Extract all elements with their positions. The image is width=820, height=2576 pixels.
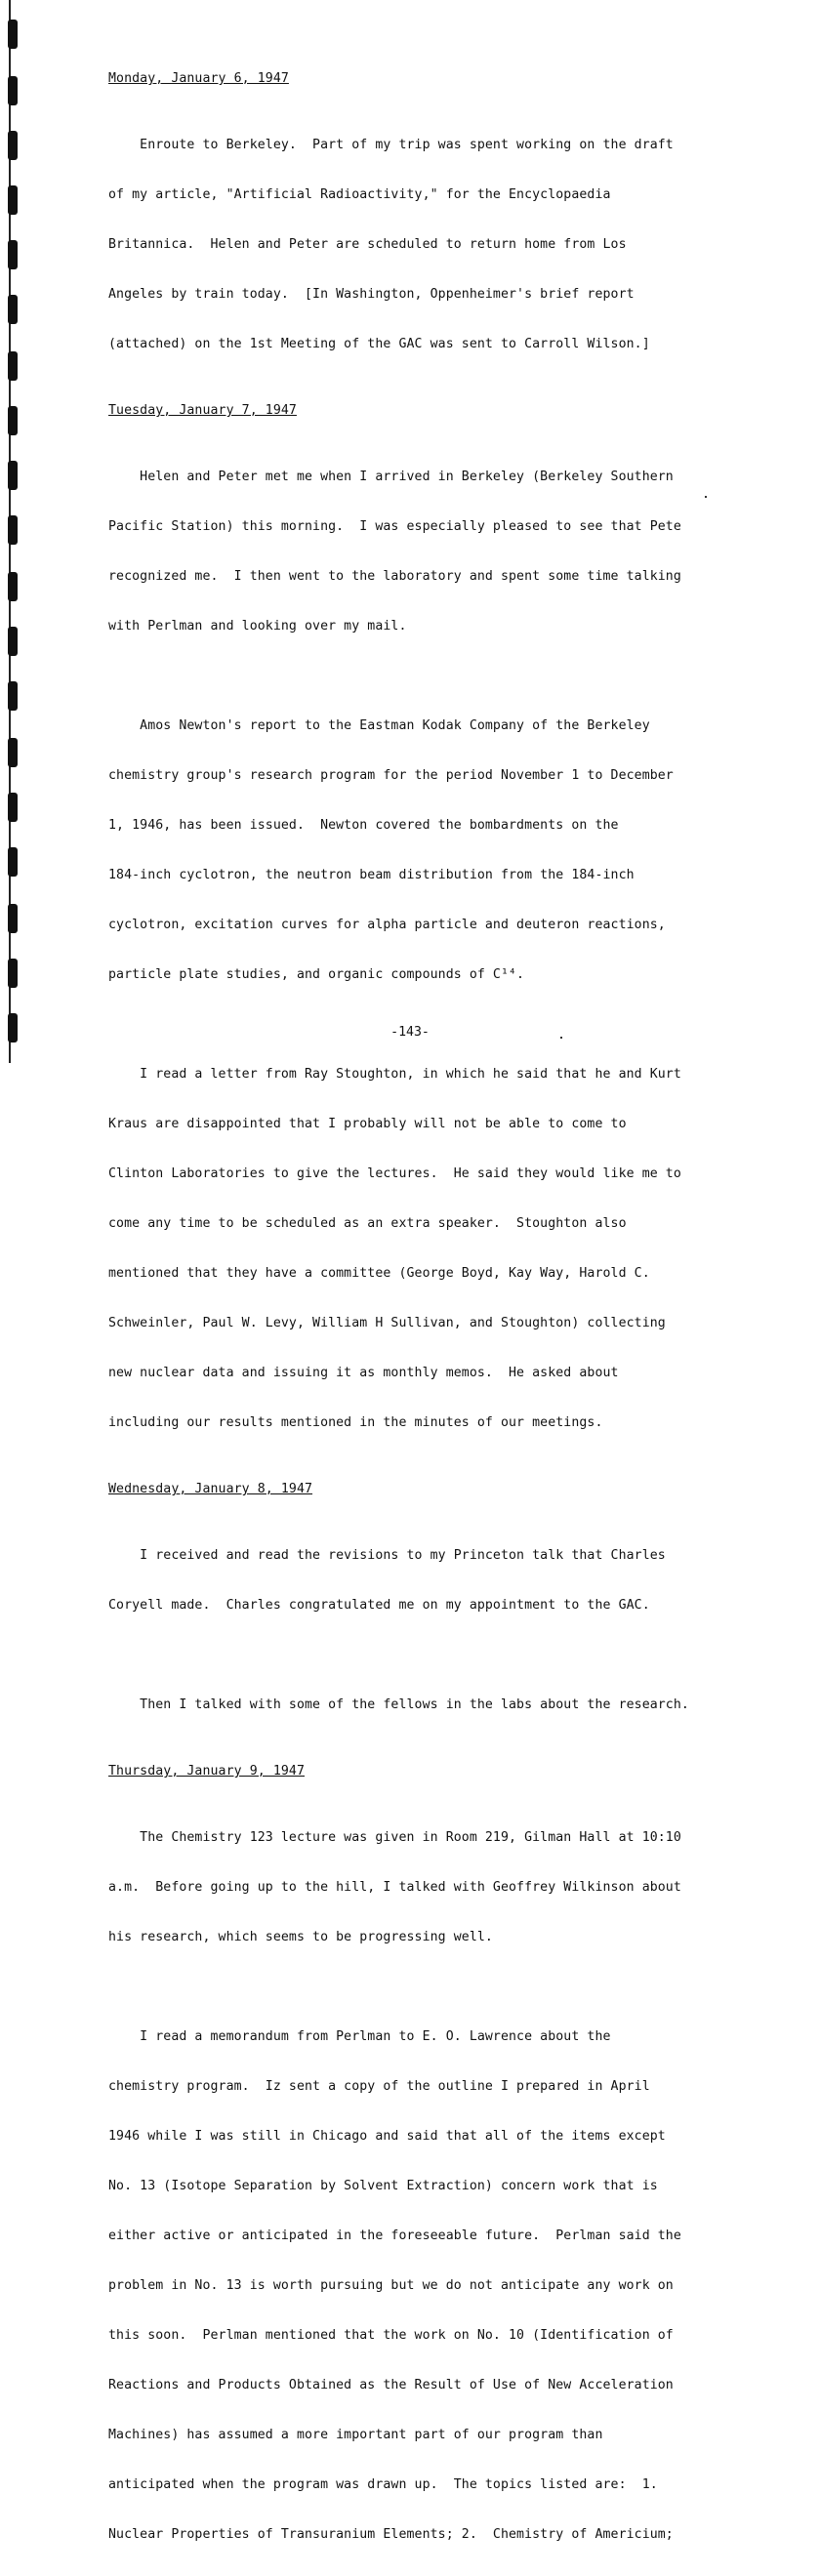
entry-paragraph	[108, 684, 792, 1016]
text-line: either active or anticipated in the foreseeable future. Perlman said the	[108, 2228, 681, 2243]
binding-hole	[8, 461, 18, 490]
binding-hole	[8, 847, 18, 877]
binding-holes	[8, 0, 23, 1063]
binding-hole	[8, 572, 18, 601]
text-line: come any time to be scheduled as an extra speaker. Stoughton also	[108, 1216, 627, 1231]
binding-hole	[8, 406, 18, 435]
binding-hole	[8, 240, 18, 269]
entry-paragraph	[108, 1514, 792, 1647]
text-line: Kraus are disappointed that I probably will not be able to come to	[108, 1117, 627, 1131]
text-line: with Perlman and looking over my mail.	[108, 619, 407, 634]
text-line: this soon. Perlman mentioned that the work on No. 10 (Identification of	[108, 2328, 674, 2343]
binding-hole	[8, 904, 18, 933]
text-line: anticipated when the program was drawn up. The topics listed are: 1.	[108, 2477, 658, 2492]
text-line: Britannica. Helen and Peter are scheduled to return home from Los	[108, 237, 627, 252]
entry-date-heading: Monday, January 6, 1947	[108, 71, 289, 86]
text-line: problem in No. 13 is worth pursuing but we do not anticipate any work on	[108, 2278, 674, 2293]
text-line: 1946 while I was still in Chicago and said that all of the items except	[108, 2129, 666, 2144]
binding-hole	[8, 793, 18, 822]
text-line: 184-inch cyclotron, the neutron beam distribution from the 184-inch	[108, 868, 635, 882]
text-line: Helen and Peter met me when I arrived in Berkeley (Berkeley Southern	[108, 470, 674, 484]
text-line: Coryell made. Charles congratulated me on my appointment to the GAC.	[108, 1598, 650, 1613]
text-line: mentioned that they have a committee (George Boyd, Kay Way, Harold C.	[108, 1266, 650, 1281]
text-line: a.m. Before going up to the hill, I talked with Geoffrey Wilkinson about	[108, 1880, 681, 1895]
text-line: Pacific Station) this morning. I was especially pleased to see that Pete	[108, 519, 681, 534]
binding-hole	[8, 76, 18, 105]
text-line: recognized me. I then went to the laboratory and spent some time talking	[108, 569, 681, 584]
text-line: Clinton Laboratories to give the lectures. He said they would like me to	[108, 1166, 681, 1181]
entry-date-heading: Wednesday, January 8, 1947	[108, 1482, 313, 1496]
text-line: including our results mentioned in the minutes of our meetings.	[108, 1415, 603, 1430]
text-line: I received and read the revisions to my Princeton talk that Charles	[108, 1548, 666, 1563]
text-line: of my article, "Artificial Radioactivity," for the Encyclopaedia	[108, 187, 611, 202]
text-line: No. 13 (Isotope Separation by Solvent Extraction) concern work that is	[108, 2179, 658, 2193]
binding-hole	[8, 627, 18, 656]
entry-date-heading: Tuesday, January 7, 1947	[108, 403, 297, 418]
binding-hole	[8, 515, 18, 545]
text-line: Enroute to Berkeley. Part of my trip was spent working on the draft	[108, 138, 674, 152]
entry-paragraph	[108, 1663, 792, 1746]
text-line: 1, 1946, has been issued. Newton covered the bombardments on the	[108, 818, 619, 833]
text-line: I read a memorandum from Perlman to E. O. Lawrence about the	[108, 2029, 611, 2044]
binding-hole	[8, 351, 18, 381]
entry-paragraph	[108, 1995, 792, 2576]
text-line: Angeles by train today. [In Washington, Oppenheimer's brief report	[108, 287, 635, 302]
text-line: cyclotron, excitation curves for alpha particle and deuteron reactions,	[108, 918, 666, 932]
entry-paragraph	[108, 1033, 792, 1464]
text-line: chemistry group's research program for the period November 1 to December	[108, 768, 674, 783]
text-line: chemistry program. Iz sent a copy of the outline I prepared in April	[108, 2079, 650, 2094]
text-line: The Chemistry 123 lecture was given in Room 219, Gilman Hall at 10:10	[108, 1830, 681, 1845]
binding-hole	[8, 295, 18, 324]
text-line: Amos Newton's report to the Eastman Kodak Company of the Berkeley	[108, 718, 650, 733]
binding-hole	[8, 185, 18, 215]
binding-hole	[8, 681, 18, 711]
binding-hole	[8, 20, 18, 49]
text-line: new nuclear data and issuing it as monthly memos. He asked about	[108, 1366, 619, 1380]
page-number: -143-	[390, 1025, 430, 1040]
text-line: particle plate studies, and organic compounds of C¹⁴.	[108, 967, 525, 982]
scan-speck	[705, 496, 707, 498]
text-line: Schweinler, Paul W. Levy, William H Sullivan, and Stoughton) collecting	[108, 1316, 666, 1330]
binding-hole	[8, 738, 18, 767]
entry-date-heading: Thursday, January 9, 1947	[108, 1764, 305, 1779]
text-line: (attached) on the 1st Meeting of the GAC was sent to Carroll Wilson.]	[108, 337, 650, 351]
entry-paragraph	[108, 1796, 792, 1979]
text-line: Reactions and Products Obtained as the Result of Use of New Acceleration	[108, 2378, 674, 2392]
text-line: Nuclear Properties of Transuranium Elements; 2. Chemistry of Americium;	[108, 2527, 674, 2542]
text-line: Machines) has assumed a more important part of our program than	[108, 2428, 603, 2442]
binding-hole	[8, 131, 18, 160]
entry-paragraph	[108, 103, 792, 386]
binding-hole	[8, 959, 18, 988]
text-line: Then I talked with some of the fellows in the labs about the research.	[108, 1697, 689, 1712]
text-line: his research, which seems to be progressing well.	[108, 1930, 493, 1944]
entry-paragraph	[108, 435, 792, 668]
journal-text	[108, 70, 792, 2576]
text-line: I read a letter from Ray Stoughton, in which he said that he and Kurt	[108, 1067, 681, 1082]
